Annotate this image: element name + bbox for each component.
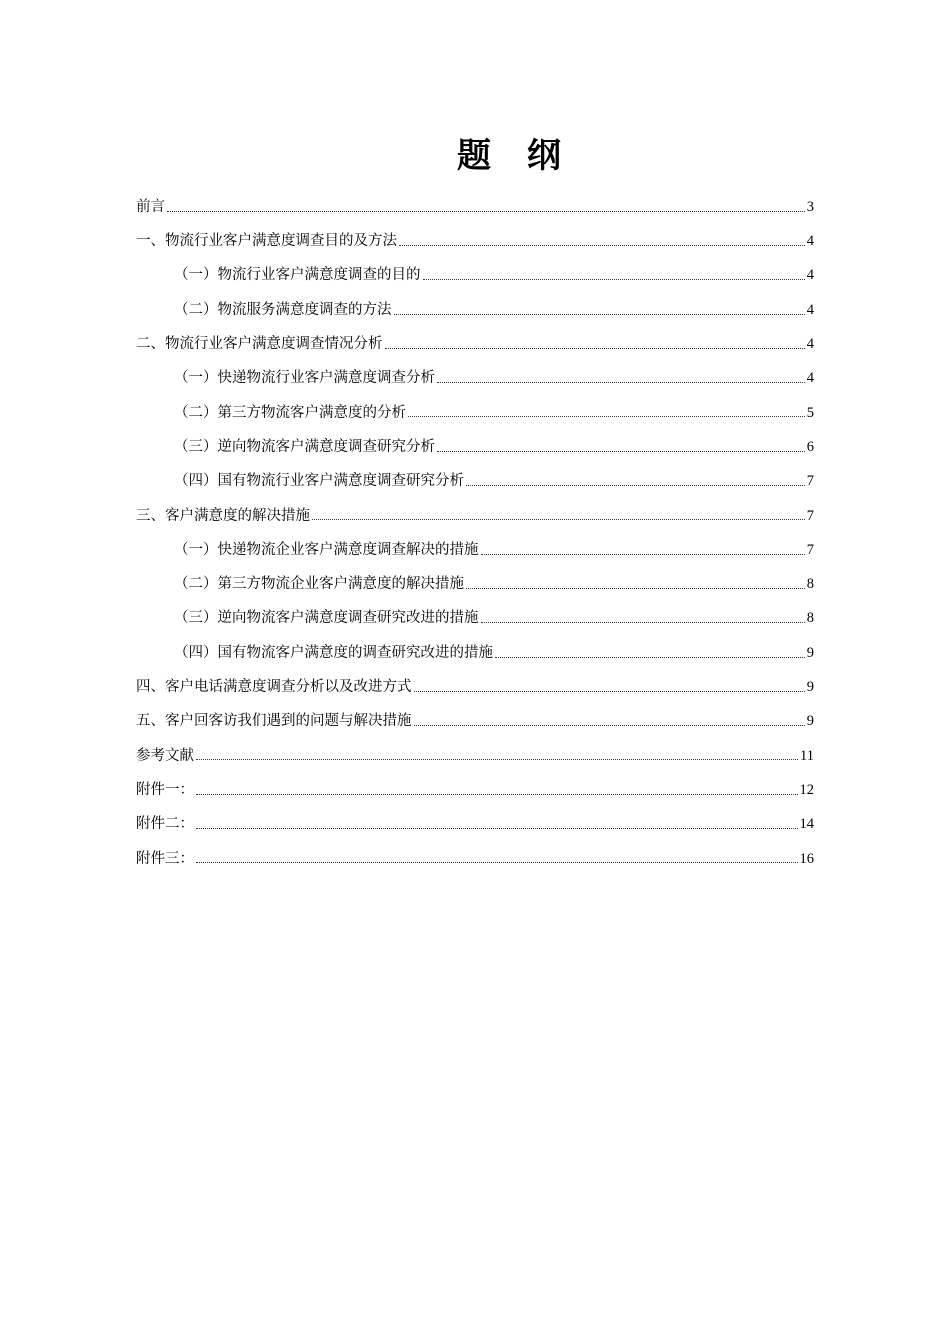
toc-entry[interactable]	[136, 464, 814, 498]
toc-entry[interactable]	[136, 190, 814, 224]
toc-entry-page-number: 3	[806, 198, 814, 215]
toc-entry-page-number: 11	[800, 747, 814, 764]
toc-entry[interactable]	[136, 636, 814, 670]
toc-entry-page-number: 9	[806, 644, 814, 661]
toc-dot-leader	[437, 451, 805, 452]
toc-dot-leader	[394, 314, 805, 315]
toc-entry-label: （二）物流服务满意度调查的方法	[174, 301, 392, 318]
toc-dot-leader	[466, 485, 805, 486]
toc-entry[interactable]	[136, 259, 814, 293]
toc-entry-label: （四）国有物流客户满意度的调查研究改进的措施	[174, 644, 493, 661]
toc-dot-leader	[414, 691, 805, 692]
toc-entry-page-number: 9	[806, 713, 814, 730]
toc-entry-label: （一）物流行业客户满意度调查的目的	[174, 267, 421, 284]
toc-entry-page-number: 8	[806, 610, 814, 627]
toc-entry[interactable]	[136, 773, 814, 807]
toc-entry[interactable]	[136, 807, 814, 841]
toc-entry[interactable]	[136, 567, 814, 601]
toc-entry[interactable]	[136, 704, 814, 738]
toc-entry-page-number: 8	[806, 576, 814, 593]
toc-dot-leader	[466, 588, 805, 589]
toc-dot-leader	[385, 348, 805, 349]
toc-dot-leader	[423, 279, 805, 280]
toc-entry-page-number: 4	[806, 370, 814, 387]
toc-dot-leader	[399, 245, 805, 246]
toc-dot-leader	[196, 794, 798, 795]
toc-entry[interactable]	[136, 430, 814, 464]
toc-entry-page-number: 7	[806, 541, 814, 558]
toc-entry-page-number: 4	[806, 267, 814, 284]
toc-entry[interactable]	[136, 602, 814, 636]
toc-dot-leader	[196, 759, 798, 760]
toc-entry-label: 附件三：	[136, 850, 194, 867]
toc-entry[interactable]	[136, 293, 814, 327]
toc-entry-page-number: 4	[806, 336, 814, 353]
toc-entry-page-number: 4	[806, 233, 814, 250]
toc-dot-leader	[196, 828, 798, 829]
toc-dot-leader	[167, 211, 805, 212]
toc-entry-page-number: 4	[806, 301, 814, 318]
toc-entry-page-number: 5	[806, 404, 814, 421]
toc-entry-label: （一）快递物流行业客户满意度调查分析	[174, 370, 435, 387]
toc-entry[interactable]	[136, 361, 814, 395]
toc-entry-page-number: 9	[806, 679, 814, 696]
toc-entry[interactable]	[136, 842, 814, 876]
toc-entry-label: 附件一：	[136, 781, 194, 798]
toc-entry-label: （二）第三方物流客户满意度的分析	[174, 404, 406, 421]
page-title	[0, 128, 950, 177]
title-char-2: 纲	[527, 136, 563, 176]
toc-entry-label: （三）逆向物流客户满意度调查研究改进的措施	[174, 610, 479, 627]
toc-entry[interactable]	[136, 327, 814, 361]
toc-entry-label: 附件二：	[136, 816, 194, 833]
table-of-contents	[136, 190, 814, 876]
toc-entry-label: （二）第三方物流企业客户满意度的解决措施	[174, 576, 464, 593]
toc-dot-leader	[408, 416, 805, 417]
toc-entry-label: 前言	[136, 198, 165, 215]
toc-dot-leader	[196, 862, 798, 863]
toc-entry-page-number: 6	[806, 438, 814, 455]
toc-entry-page-number: 12	[799, 781, 814, 798]
toc-entry-label: 四、客户电话满意度调查分析以及改进方式	[136, 679, 412, 696]
toc-dot-leader	[437, 382, 805, 383]
toc-entry-label: 五、客户回客访我们遇到的问题与解决措施	[136, 713, 412, 730]
toc-entry[interactable]	[136, 396, 814, 430]
toc-dot-leader	[495, 657, 805, 658]
toc-dot-leader	[481, 554, 805, 555]
toc-entry-label: 二、物流行业客户满意度调查情况分析	[136, 336, 383, 353]
toc-entry-label: 参考文献	[136, 747, 194, 764]
toc-entry-label: 三、客户满意度的解决措施	[136, 507, 310, 524]
toc-entry-page-number: 16	[799, 850, 814, 867]
toc-entry-page-number: 14	[799, 816, 814, 833]
title-char-1: 题	[457, 136, 493, 176]
toc-entry[interactable]	[136, 224, 814, 258]
toc-entry-page-number: 7	[806, 507, 814, 524]
toc-dot-leader	[312, 519, 805, 520]
toc-entry-label: （一）快递物流企业客户满意度调查解决的措施	[174, 541, 479, 558]
toc-entry[interactable]	[136, 533, 814, 567]
toc-entry-label: （三）逆向物流客户满意度调查研究分析	[174, 438, 435, 455]
toc-entry[interactable]	[136, 670, 814, 704]
toc-entry-label: 一、物流行业客户满意度调查目的及方法	[136, 233, 397, 250]
toc-entry-label: （四）国有物流行业客户满意度调查研究分析	[174, 473, 464, 490]
toc-entry-page-number: 7	[806, 473, 814, 490]
toc-entry[interactable]	[136, 739, 814, 773]
toc-dot-leader	[481, 622, 805, 623]
toc-dot-leader	[414, 725, 805, 726]
toc-entry[interactable]	[136, 499, 814, 533]
